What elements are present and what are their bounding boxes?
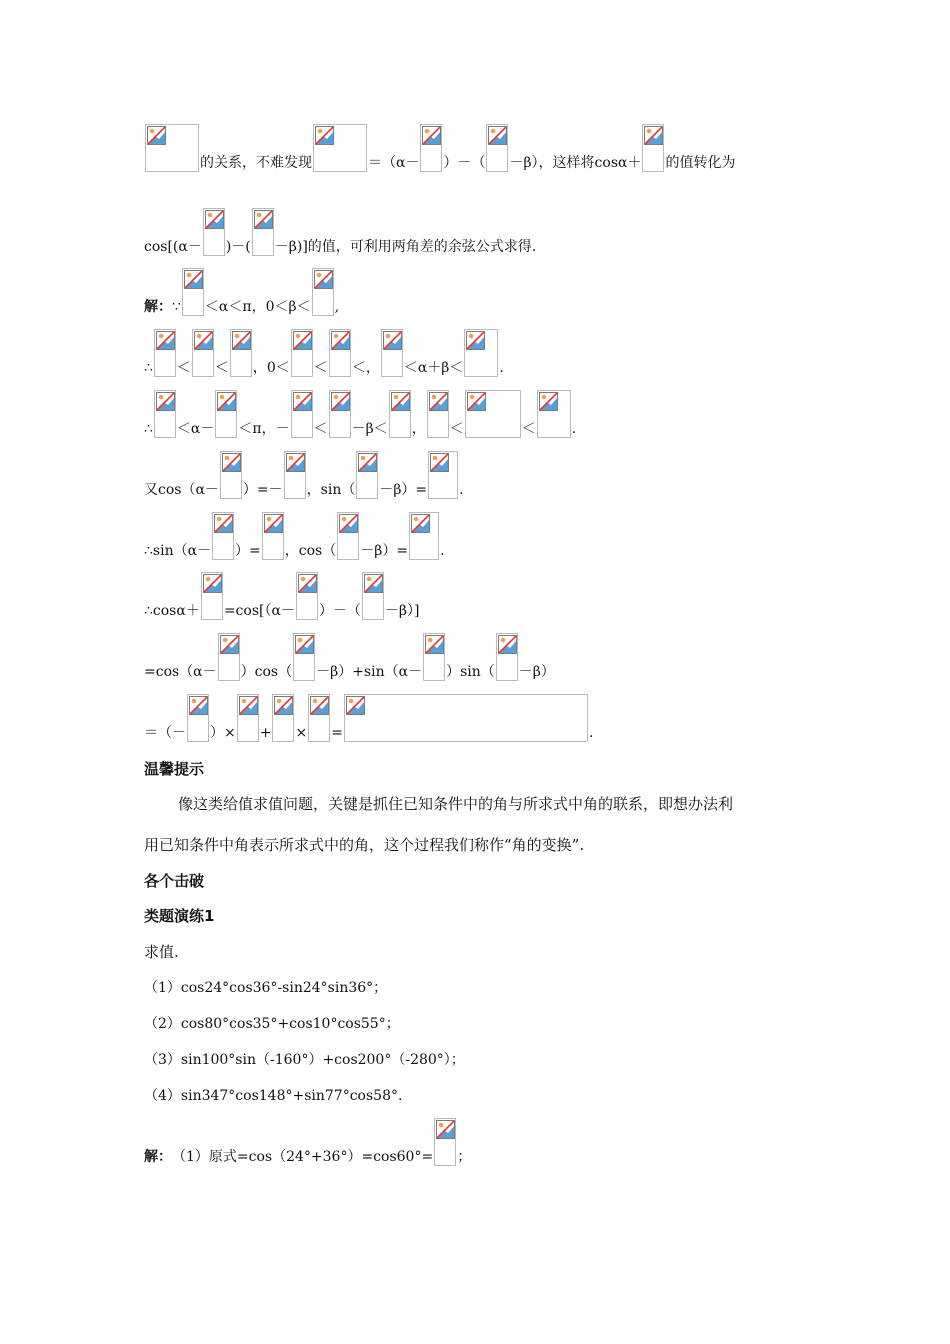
tip-text-line-2 <box>144 835 808 855</box>
text: ）－（ <box>443 155 486 171</box>
prompt-line <box>144 942 808 962</box>
broken-image-icon <box>331 392 350 411</box>
broken-image-icon <box>184 270 203 289</box>
text: = <box>331 725 343 741</box>
text: ∴ <box>144 421 153 437</box>
text: －β＜ <box>351 421 388 437</box>
broken-image-icon <box>314 270 333 289</box>
text: 的关系，不难发现 <box>200 155 312 171</box>
broken-image-icon <box>264 514 283 533</box>
exercise-item-text: （2）cos80°cos35°+cos10°cos55°； <box>144 1016 400 1032</box>
formula-image <box>434 1118 456 1166</box>
line-2 <box>144 208 808 256</box>
text: , <box>334 299 340 315</box>
text: －β）= <box>379 482 428 498</box>
formula-image <box>192 329 214 377</box>
broken-image-icon <box>488 126 507 145</box>
text: ∴cosα＋ <box>144 603 200 619</box>
broken-image-icon <box>156 392 175 411</box>
broken-image-icon <box>298 574 317 593</box>
broken-image-icon <box>295 635 314 654</box>
broken-image-icon <box>147 126 166 145</box>
line-1 <box>144 124 808 172</box>
formula-image <box>284 451 306 499</box>
line-10 <box>144 694 808 742</box>
text: －β）] <box>384 603 420 619</box>
exercise-heading-line <box>144 906 808 926</box>
formula-image <box>154 390 176 438</box>
text: . <box>571 421 577 437</box>
broken-image-icon <box>339 514 358 533</box>
exercise-item-text: （3）sin100°sin（-160°）+cos200°（-280°）； <box>144 1052 465 1068</box>
formula-image <box>356 451 378 499</box>
tip-text: 用已知条件中角表示所求式中的角，这个过程我们称作“角的变换”. <box>144 836 585 854</box>
formula-image <box>409 512 439 560</box>
formula-image <box>312 268 334 316</box>
text: －β） <box>518 664 555 680</box>
broken-image-icon <box>222 453 241 472</box>
text: ）=－ <box>242 482 283 498</box>
formula-image <box>272 694 294 742</box>
formula-image <box>293 633 315 681</box>
broken-image-icon <box>467 392 486 411</box>
tip-heading-line <box>144 759 808 779</box>
text: ∴ <box>144 360 153 376</box>
formula-image <box>465 390 521 438</box>
formula-image <box>344 694 588 742</box>
broken-image-icon <box>220 635 239 654</box>
text: ＜， <box>351 360 380 376</box>
text: －β），这样将cosα＋ <box>509 155 642 171</box>
formula-image <box>182 268 204 316</box>
formula-image <box>362 572 384 620</box>
text: ∵ <box>172 299 181 315</box>
text: )－( <box>225 239 251 255</box>
formula-image <box>291 329 313 377</box>
text: ，sin（ <box>306 482 356 498</box>
text: . <box>588 725 594 741</box>
text: ＜ <box>214 360 229 376</box>
broken-image-icon <box>331 331 350 350</box>
line-8 <box>144 572 808 620</box>
text: ＜ <box>313 360 328 376</box>
text: ）cos（ <box>240 664 293 680</box>
text: ＝（－ <box>144 725 186 741</box>
text: . <box>459 482 464 498</box>
text: ＝（α－ <box>368 155 420 171</box>
formula-image <box>420 124 442 172</box>
broken-image-icon <box>425 635 444 654</box>
answer-text: ； <box>457 1149 472 1165</box>
answer-line <box>144 1118 808 1166</box>
formula-image <box>145 124 199 172</box>
text: =cos（α－ <box>144 664 217 680</box>
broken-image-icon <box>411 514 430 533</box>
solution-label: 解： <box>144 1149 172 1165</box>
formula-image <box>262 512 284 560</box>
formula-image <box>291 390 313 438</box>
formula-image <box>496 633 518 681</box>
formula-image <box>237 694 259 742</box>
formula-image <box>203 208 225 256</box>
formula-image <box>486 124 508 172</box>
line-6 <box>144 451 808 499</box>
section-heading: 各个击破 <box>144 872 205 890</box>
broken-image-icon <box>364 574 383 593</box>
text: ）－（ <box>318 603 361 619</box>
text: －β）+sin（α－ <box>316 664 423 680</box>
text: ，0＜ <box>252 360 290 376</box>
exercise-item <box>144 1015 808 1033</box>
text: ＜α＜π，0＜β＜ <box>204 299 311 315</box>
text: 的值转化为 <box>665 155 736 171</box>
tip-text: 像这类给值求值问题，关键是抓住已知条件中的角与所求式中角的联系，即想办法利 <box>178 795 734 813</box>
text: ）= <box>235 543 261 559</box>
text: ∴sin（α－ <box>144 543 212 559</box>
formula-image <box>389 390 411 438</box>
broken-image-icon <box>214 514 233 533</box>
text: －β）= <box>360 543 409 559</box>
broken-image-icon <box>498 635 517 654</box>
solution-label: 解： <box>144 299 172 315</box>
line-4 <box>144 329 808 377</box>
formula-image <box>218 633 240 681</box>
text: －β)]的值，可利用两角差的余弦公式求得. <box>274 239 537 255</box>
formula-image <box>537 390 571 438</box>
broken-image-icon <box>391 392 410 411</box>
answer-text: （1）原式=cos（24°+36°）=cos60°= <box>172 1149 434 1165</box>
formula-image <box>308 694 330 742</box>
broken-image-icon <box>156 331 175 350</box>
broken-image-icon <box>189 696 208 715</box>
text: ＜ <box>449 421 464 437</box>
text: ，cos（ <box>284 543 337 559</box>
text: ＜α－ <box>176 421 215 437</box>
formula-image <box>642 124 664 172</box>
broken-image-icon <box>293 331 312 350</box>
formula-image <box>296 572 318 620</box>
broken-image-icon <box>310 696 329 715</box>
formula-image <box>212 512 234 560</box>
text: cos[(α－ <box>144 239 202 255</box>
broken-image-icon <box>466 331 485 350</box>
exercise-item-text: （1）cos24°cos36°-sin24°sin36°； <box>144 980 388 996</box>
text: . <box>440 543 445 559</box>
broken-image-icon <box>422 126 441 145</box>
broken-image-icon <box>644 126 663 145</box>
broken-image-icon <box>358 453 377 472</box>
line-5 <box>144 390 808 438</box>
broken-image-icon <box>194 331 213 350</box>
section-heading-line <box>144 871 808 891</box>
formula-image <box>187 694 209 742</box>
exercise-item <box>144 1051 808 1069</box>
text: =cos[（α－ <box>223 603 295 619</box>
formula-image <box>230 329 252 377</box>
text: ， <box>411 421 426 437</box>
line-9 <box>144 633 808 681</box>
text: ＜α＋β＜ <box>403 360 464 376</box>
tip-heading: 温馨提示 <box>144 760 205 778</box>
broken-image-icon <box>430 453 449 472</box>
prompt-text: 求值. <box>144 943 179 961</box>
broken-image-icon <box>346 696 365 715</box>
text: ＜ <box>521 421 536 437</box>
broken-image-icon <box>293 392 312 411</box>
broken-image-icon <box>217 392 236 411</box>
text: . <box>499 360 504 376</box>
formula-image <box>428 451 458 499</box>
text: ）sin（ <box>446 664 495 680</box>
tip-text-line-1 <box>144 794 808 814</box>
line-7 <box>144 512 808 560</box>
line-3 <box>144 268 808 316</box>
broken-image-icon <box>436 1120 455 1139</box>
broken-image-icon <box>315 126 334 145</box>
formula-image <box>201 572 223 620</box>
formula-image <box>313 124 367 172</box>
exercise-heading: 类题演练1 <box>144 907 215 925</box>
text: ＜ <box>176 360 191 376</box>
text: × <box>295 725 308 741</box>
broken-image-icon <box>429 392 448 411</box>
text: + <box>259 725 272 741</box>
formula-image <box>215 390 237 438</box>
broken-image-icon <box>203 574 222 593</box>
text: ＜π，－ <box>238 421 290 437</box>
broken-image-icon <box>232 331 251 350</box>
text: ＜ <box>313 421 328 437</box>
formula-image <box>154 329 176 377</box>
broken-image-icon <box>274 696 293 715</box>
broken-image-icon <box>205 210 224 229</box>
text: ）× <box>210 725 236 741</box>
formula-image <box>329 329 351 377</box>
exercise-item <box>144 979 808 997</box>
formula-image <box>329 390 351 438</box>
formula-image <box>464 329 498 377</box>
broken-image-icon <box>239 696 258 715</box>
formula-image <box>337 512 359 560</box>
broken-image-icon <box>539 392 558 411</box>
broken-image-icon <box>286 453 305 472</box>
formula-image <box>427 390 449 438</box>
formula-image <box>220 451 242 499</box>
formula-image <box>381 329 403 377</box>
broken-image-icon <box>254 210 273 229</box>
exercise-item-text: （4）sin347°cos148°+sin77°cos58°. <box>144 1088 403 1104</box>
broken-image-icon <box>383 331 402 350</box>
exercise-item <box>144 1087 808 1105</box>
formula-image <box>252 208 274 256</box>
formula-image <box>423 633 445 681</box>
text: 又cos（α－ <box>144 482 219 498</box>
